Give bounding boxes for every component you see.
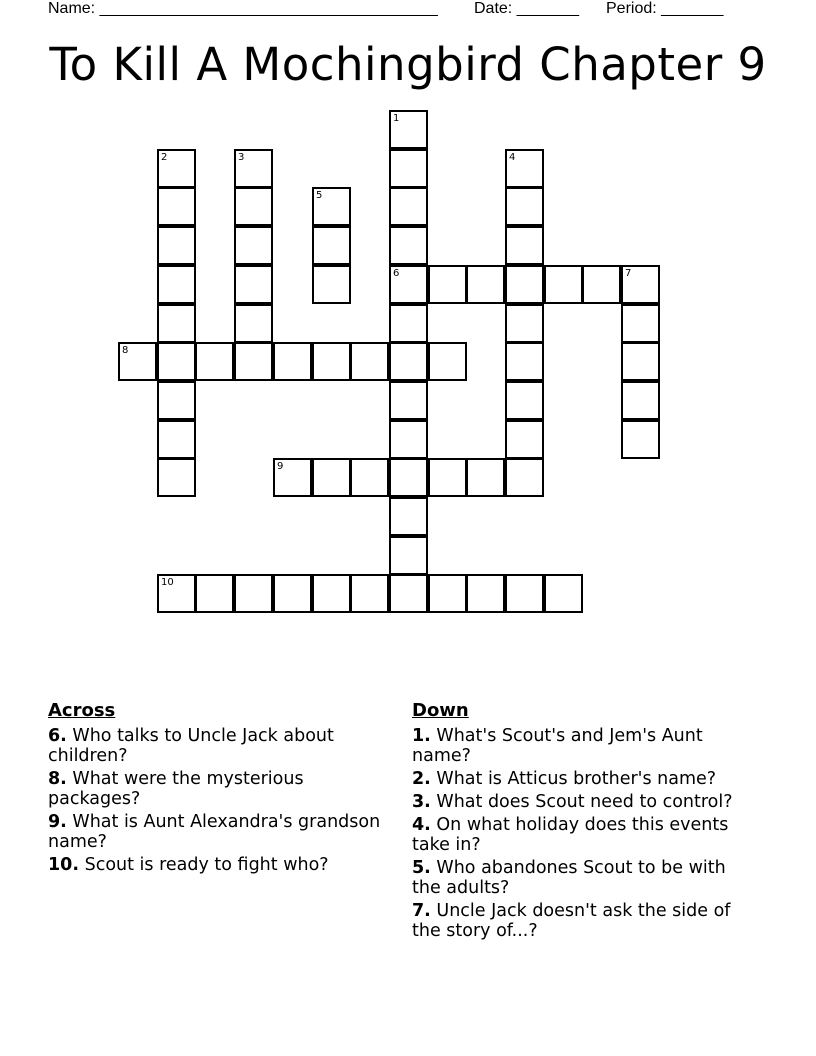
crossword-cell[interactable]	[621, 265, 660, 304]
crossword-cell[interactable]	[312, 458, 351, 497]
clue-number: 6.	[48, 726, 67, 746]
clue-number: 3.	[412, 792, 431, 812]
crossword-cell[interactable]	[234, 226, 273, 265]
crossword-cell[interactable]	[505, 420, 544, 459]
cell-number: 5	[316, 190, 323, 201]
clue-text: Scout is ready to fight who?	[84, 855, 329, 875]
crossword-cell[interactable]	[505, 265, 544, 304]
cell-number: 3	[238, 152, 245, 163]
crossword-cell[interactable]	[428, 458, 467, 497]
crossword-cell[interactable]	[505, 574, 544, 613]
crossword-cell[interactable]	[273, 574, 312, 613]
clue-text: On what holiday does this events take in?	[412, 815, 729, 855]
crossword-cell[interactable]	[273, 458, 312, 497]
down-clues	[412, 700, 757, 944]
crossword-cell[interactable]	[428, 574, 467, 613]
crossword-cell[interactable]	[621, 342, 660, 381]
across-clues	[48, 700, 393, 878]
name-field[interactable]: Name: ______________________________________	[48, 0, 438, 17]
crossword-cell[interactable]	[157, 381, 196, 420]
clue-down-5	[412, 858, 757, 898]
clue-text: Who abandones Scout to be with the adults?	[412, 858, 726, 898]
crossword-cell[interactable]	[157, 574, 196, 613]
crossword-cell[interactable]	[505, 149, 544, 188]
crossword-cell[interactable]	[157, 458, 196, 497]
crossword-cell[interactable]	[350, 458, 389, 497]
cell-number: 2	[161, 152, 168, 163]
crossword-cell[interactable]	[505, 342, 544, 381]
period-field[interactable]: Period: _______	[606, 0, 724, 17]
clue-text: Uncle Jack doesn't ask the side of the story of...?	[412, 901, 731, 941]
crossword-cell[interactable]	[582, 265, 621, 304]
page-title: To Kill A Mochingbird Chapter 9	[49, 38, 767, 91]
crossword-cell[interactable]	[544, 265, 583, 304]
crossword-cell[interactable]	[234, 149, 273, 188]
clue-number: 1.	[412, 726, 431, 746]
cell-number: 9	[277, 461, 284, 472]
clue-number: 7.	[412, 901, 431, 921]
across-heading: Across	[48, 700, 116, 721]
crossword-cell[interactable]	[350, 342, 389, 381]
crossword-cell[interactable]	[389, 226, 428, 265]
clue-number: 2.	[412, 769, 431, 789]
crossword-cell[interactable]	[312, 265, 351, 304]
crossword-cell[interactable]	[312, 226, 351, 265]
clue-down-2	[412, 769, 757, 789]
clue-number: 9.	[48, 812, 67, 832]
crossword-cell[interactable]	[312, 574, 351, 613]
crossword-cell[interactable]	[505, 226, 544, 265]
crossword-cell[interactable]	[157, 420, 196, 459]
crossword-cell[interactable]	[389, 110, 428, 149]
crossword-cell[interactable]	[621, 304, 660, 343]
crossword-cell[interactable]	[157, 187, 196, 226]
crossword-cell[interactable]	[466, 265, 505, 304]
cell-number: 1	[393, 113, 400, 124]
crossword-cell[interactable]	[273, 342, 312, 381]
crossword-cell[interactable]	[234, 574, 273, 613]
crossword-cell[interactable]	[312, 342, 351, 381]
clue-across-10	[48, 855, 393, 875]
crossword-cell[interactable]	[389, 149, 428, 188]
crossword-cell[interactable]	[505, 304, 544, 343]
crossword-cell[interactable]	[350, 574, 389, 613]
crossword-cell[interactable]	[157, 342, 196, 381]
crossword-cell[interactable]	[389, 497, 428, 536]
cell-number: 6	[393, 268, 400, 279]
clue-down-3	[412, 792, 757, 812]
down-heading: Down	[412, 700, 469, 721]
crossword-cell[interactable]	[389, 265, 428, 304]
clue-text: What were the mysterious packages?	[48, 769, 304, 809]
cell-number: 10	[161, 577, 174, 588]
crossword-cell[interactable]	[466, 458, 505, 497]
date-field[interactable]: Date: _______	[474, 0, 579, 17]
crossword-cell[interactable]	[234, 342, 273, 381]
clue-down-1	[412, 726, 757, 766]
crossword-cell[interactable]	[505, 187, 544, 226]
crossword-cell[interactable]	[544, 574, 583, 613]
clue-across-8	[48, 769, 393, 809]
crossword-cell[interactable]	[389, 536, 428, 575]
cell-number: 4	[509, 152, 516, 163]
clue-down-4	[412, 815, 757, 855]
crossword-cell[interactable]	[621, 420, 660, 459]
crossword-cell[interactable]	[505, 458, 544, 497]
crossword-cell[interactable]	[234, 187, 273, 226]
clue-across-9	[48, 812, 393, 852]
cell-number: 7	[625, 268, 632, 279]
crossword-cell[interactable]	[389, 574, 428, 613]
cell-number: 8	[122, 345, 129, 356]
crossword-cell[interactable]	[389, 381, 428, 420]
clue-text: Who talks to Uncle Jack about children?	[48, 726, 334, 766]
clue-text: What is Aunt Alexandra's grandson name?	[48, 812, 381, 852]
crossword-cell[interactable]	[428, 265, 467, 304]
clue-down-7	[412, 901, 757, 941]
crossword-cell[interactable]	[157, 226, 196, 265]
crossword-cell[interactable]	[157, 265, 196, 304]
crossword-cell[interactable]	[466, 574, 505, 613]
crossword-cell[interactable]	[389, 458, 428, 497]
crossword-cell[interactable]	[428, 342, 467, 381]
clue-number: 8.	[48, 769, 67, 789]
crossword-cell[interactable]	[195, 342, 234, 381]
crossword-cell[interactable]	[157, 149, 196, 188]
clue-number: 10.	[48, 855, 80, 875]
clue-text: What is Atticus brother's name?	[436, 769, 717, 789]
crossword-cell[interactable]	[505, 381, 544, 420]
crossword-cell[interactable]	[234, 304, 273, 343]
clue-across-6	[48, 726, 393, 766]
crossword-cell[interactable]	[157, 304, 196, 343]
crossword-cell[interactable]	[195, 574, 234, 613]
crossword-cell[interactable]	[389, 420, 428, 459]
clue-number: 4.	[412, 815, 431, 835]
crossword-cell[interactable]	[389, 342, 428, 381]
crossword-cell[interactable]	[389, 187, 428, 226]
crossword-cell[interactable]	[312, 187, 351, 226]
crossword-cell[interactable]	[389, 304, 428, 343]
crossword-cell[interactable]	[118, 342, 157, 381]
clue-number: 5.	[412, 858, 431, 878]
crossword-cell[interactable]	[234, 265, 273, 304]
clue-text: What's Scout's and Jem's Aunt name?	[412, 726, 703, 766]
crossword-cell[interactable]	[621, 381, 660, 420]
clue-text: What does Scout need to control?	[436, 792, 733, 812]
